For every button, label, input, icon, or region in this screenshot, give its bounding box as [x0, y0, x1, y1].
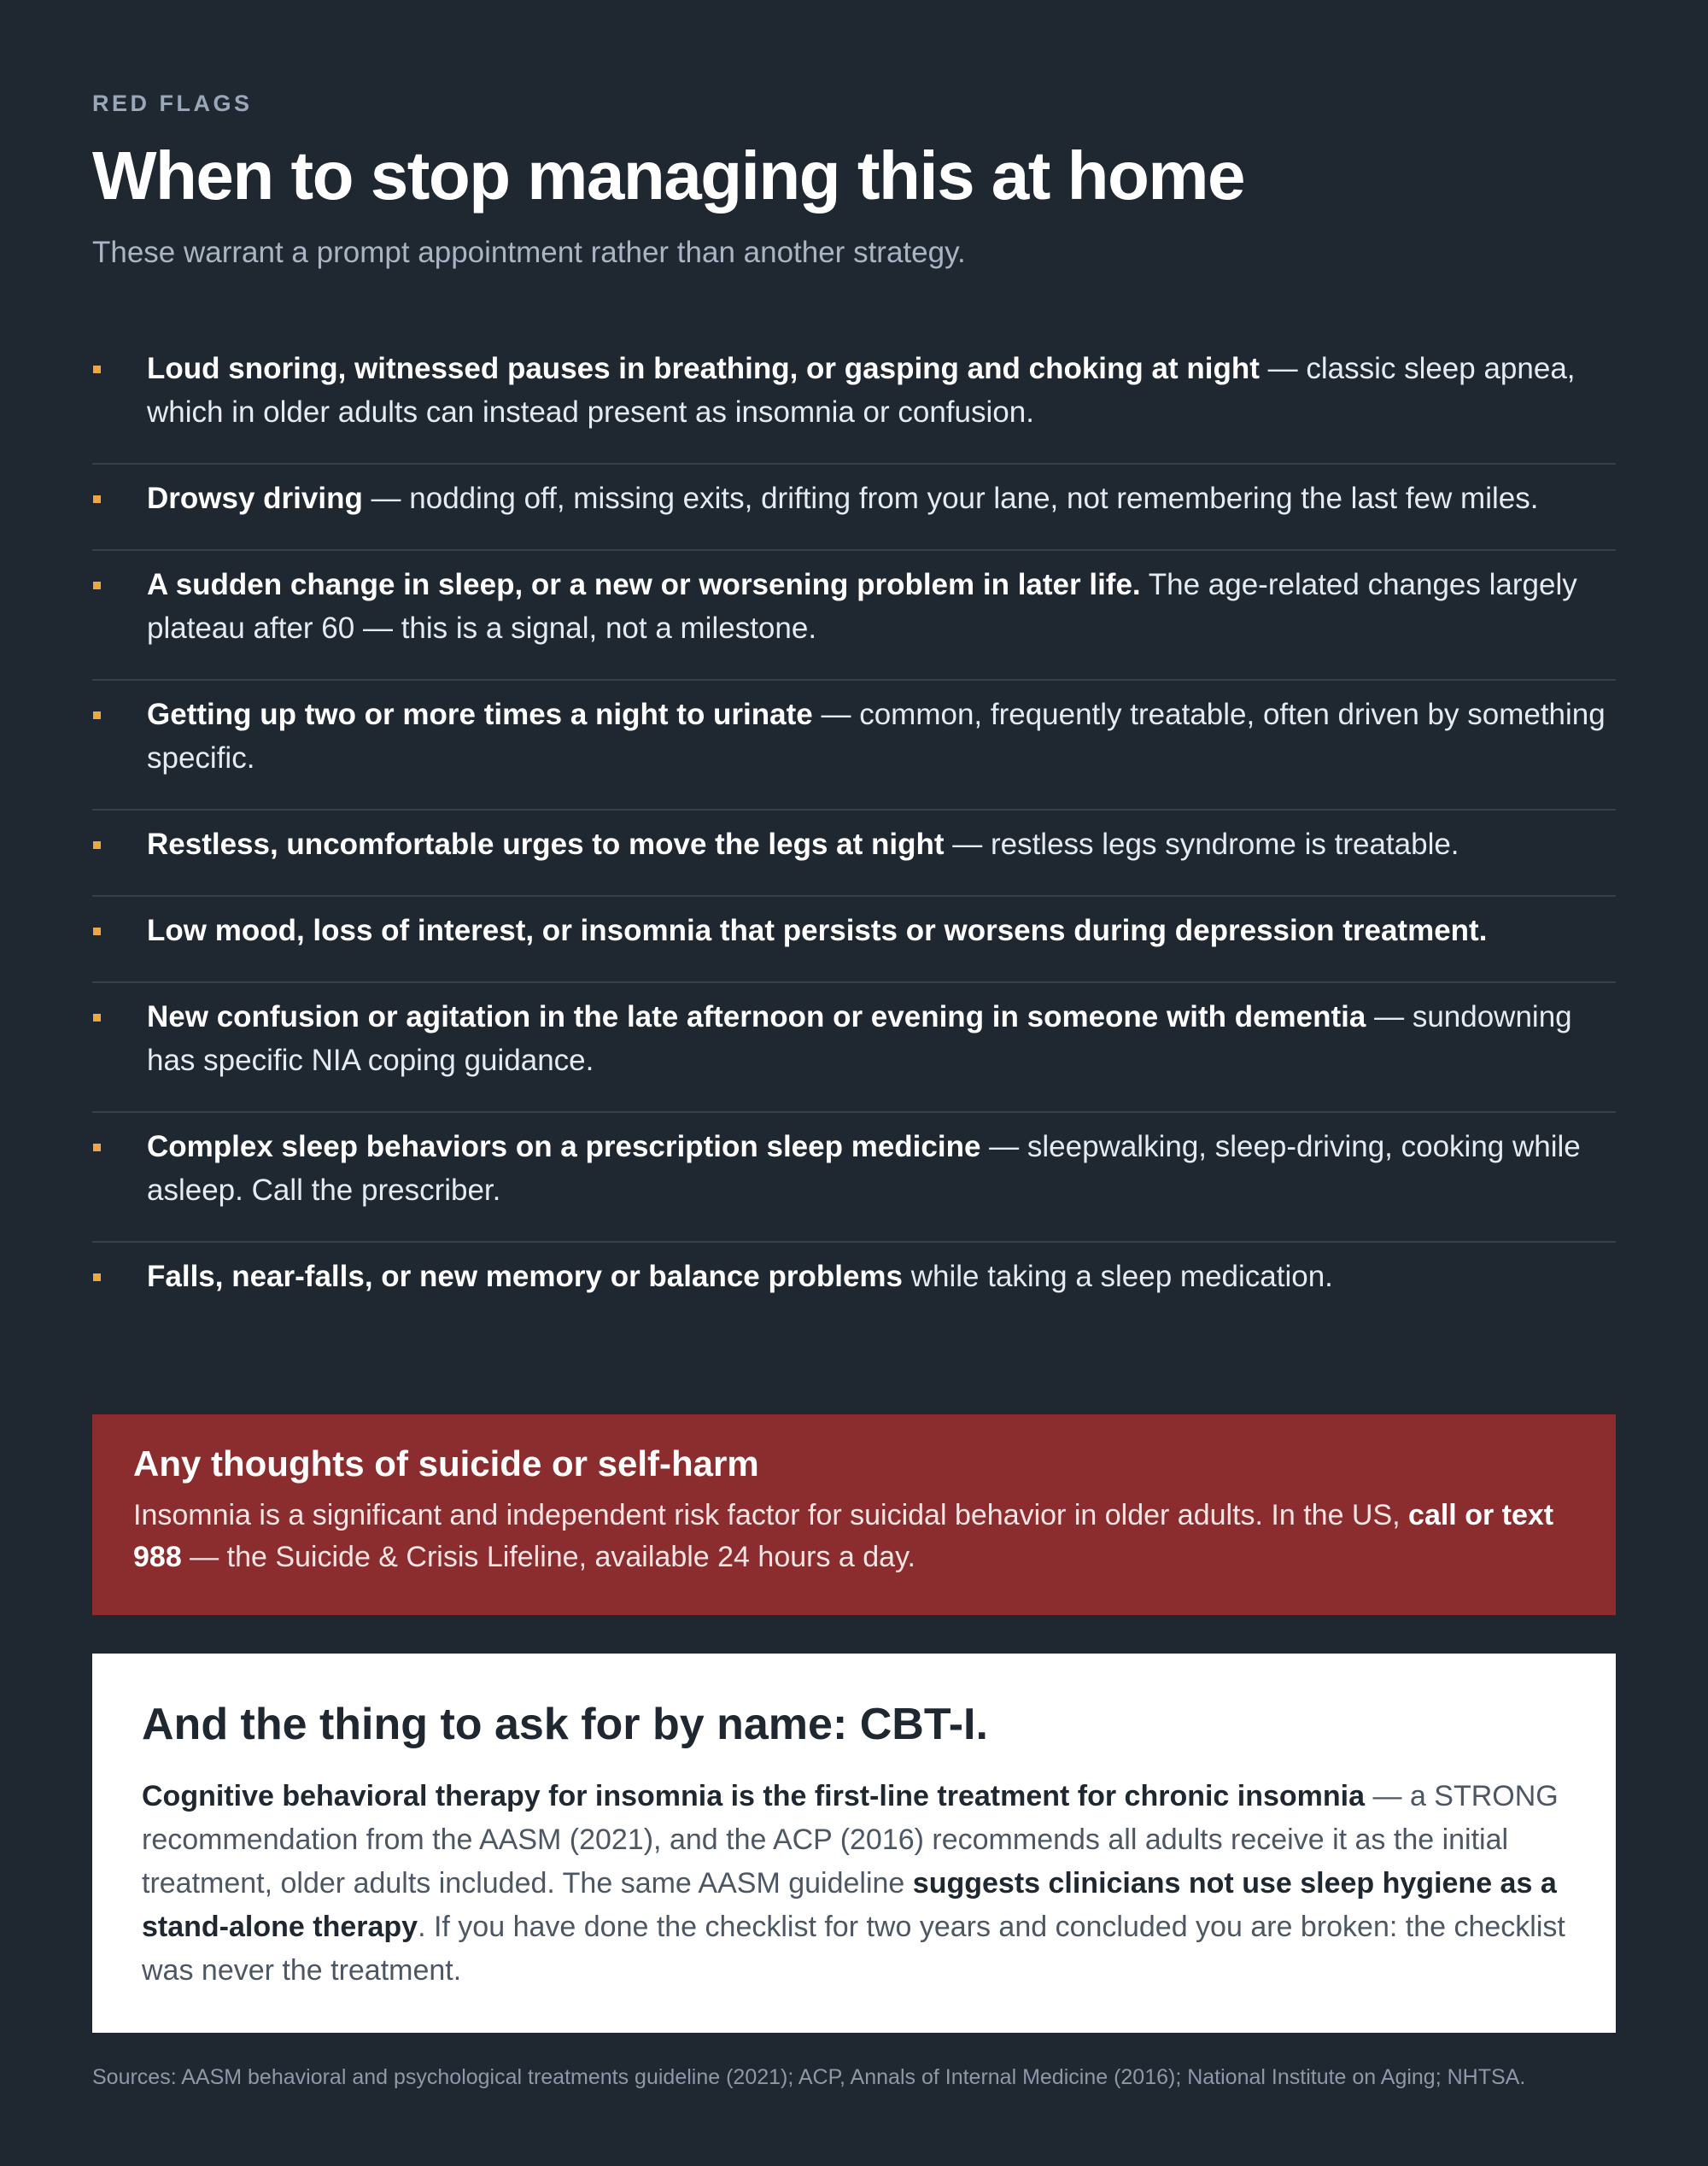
cbt-text: — a STRONG recommendation from the AASM (2021), and the ACP (2016) recommends all adults receive it as the initial treatment, older adults included. The same AASM guideline [142, 1780, 1559, 1900]
alert-text: Insomnia is a significant and independent risk factor for suicidal behavior in older adults. In the US, [133, 1499, 1409, 1531]
red-flag-lead: Falls, near-falls, or new memory or balance problems [147, 1260, 904, 1293]
bullet-square-icon [93, 495, 101, 503]
cbt-i-card [92, 1654, 1616, 2033]
alert-text-after: — the Suicide & Crisis Lifeline, available 24 hours a day. [181, 1541, 915, 1573]
cbt-text-closing: . If you have done the checklist for two years and concluded you are broken: the checklist was never the treatment. [142, 1911, 1565, 1987]
sources-footnote: Sources: AASM behavioral and psychological treatments guideline (2021); ACP, Annals of Internal Medicine (2016); National Institute on Aging; NHTSA. [92, 2065, 1526, 2089]
red-flag-lead: Restless, uncomfortable urges to move the legs at night [147, 828, 945, 861]
suicide-alert-box [92, 1414, 1616, 1615]
red-flag-detail: — common, frequently treatable, often driven by something specific. [147, 698, 1606, 775]
red-flag-item [92, 983, 1616, 1113]
red-flag-lead: New confusion or agitation in the late afternoon or evening in someone with dementia [147, 1000, 1366, 1033]
bullet-square-icon [93, 711, 101, 719]
page-subtitle: These warrant a prompt appointment rather than another strategy. [92, 236, 966, 269]
page-title: When to stop managing this at home [92, 138, 1244, 214]
red-flag-detail: The age-related changes largely plateau after 60 — this is a signal, not a milestone. [147, 568, 1577, 645]
red-flag-item [92, 811, 1616, 897]
red-flag-lead: Drowsy driving [147, 482, 363, 515]
red-flag-detail: — nodding off, missing exits, drifting from your lane, not remembering the last few miles. [362, 482, 1539, 515]
red-flag-lead: A sudden change in sleep, or a new or worsening problem in later life. [147, 568, 1141, 601]
red-flag-item [92, 1243, 1616, 1327]
bullet-square-icon [93, 841, 101, 849]
bullet-square-icon [93, 366, 101, 373]
bullet-square-icon [93, 1144, 101, 1151]
cbt-card-body [142, 1775, 1566, 1993]
red-flag-item [92, 681, 1616, 811]
bullet-square-icon [93, 1014, 101, 1022]
cbt-emphasis-sleep-hygiene: suggests clinicians not use sleep hygiene as a stand-alone therapy [142, 1867, 1557, 1943]
red-flag-detail: — sundowning has specific NIA coping guidance. [147, 1000, 1572, 1077]
alert-hotline-text: call or text 988 [133, 1499, 1554, 1573]
red-flag-item [92, 897, 1616, 983]
red-flag-item [92, 551, 1616, 681]
cbt-emphasis-first-line: Cognitive behavioral therapy for insomnia is the first-line treatment for chronic insomnia [142, 1780, 1366, 1812]
red-flag-lead: Getting up two or more times a night to urinate [147, 698, 813, 731]
bullet-square-icon [93, 582, 101, 589]
section-eyebrow: RED FLAGS [92, 91, 253, 116]
alert-title: Any thoughts of suicide or self-harm [133, 1443, 759, 1484]
red-flag-item [92, 335, 1616, 465]
red-flag-lead: Complex sleep behaviors on a prescription sleep medicine [147, 1130, 981, 1163]
cbt-card-title: And the thing to ask for by name: CBT-I. [142, 1700, 988, 1749]
red-flag-detail: — restless legs syndrome is treatable. [944, 828, 1459, 861]
red-flag-detail: while taking a sleep medication. [903, 1260, 1333, 1293]
bullet-square-icon [93, 1273, 101, 1281]
bullet-square-icon [93, 928, 101, 935]
red-flags-list [92, 335, 1616, 1327]
red-flag-detail: — sleepwalking, sleep-driving, cooking while asleep. Call the prescriber. [147, 1130, 1581, 1207]
alert-body [133, 1495, 1575, 1578]
red-flag-item [92, 465, 1616, 551]
red-flag-detail: — classic sleep apnea, which in older adults can instead present as insomnia or confusion. [147, 352, 1576, 429]
red-flag-lead: Low mood, loss of interest, or insomnia that persists or worsens during depression treatment. [147, 914, 1488, 947]
red-flag-item [92, 1113, 1616, 1243]
red-flag-lead: Loud snoring, witnessed pauses in breathing, or gasping and choking at night [147, 352, 1260, 385]
